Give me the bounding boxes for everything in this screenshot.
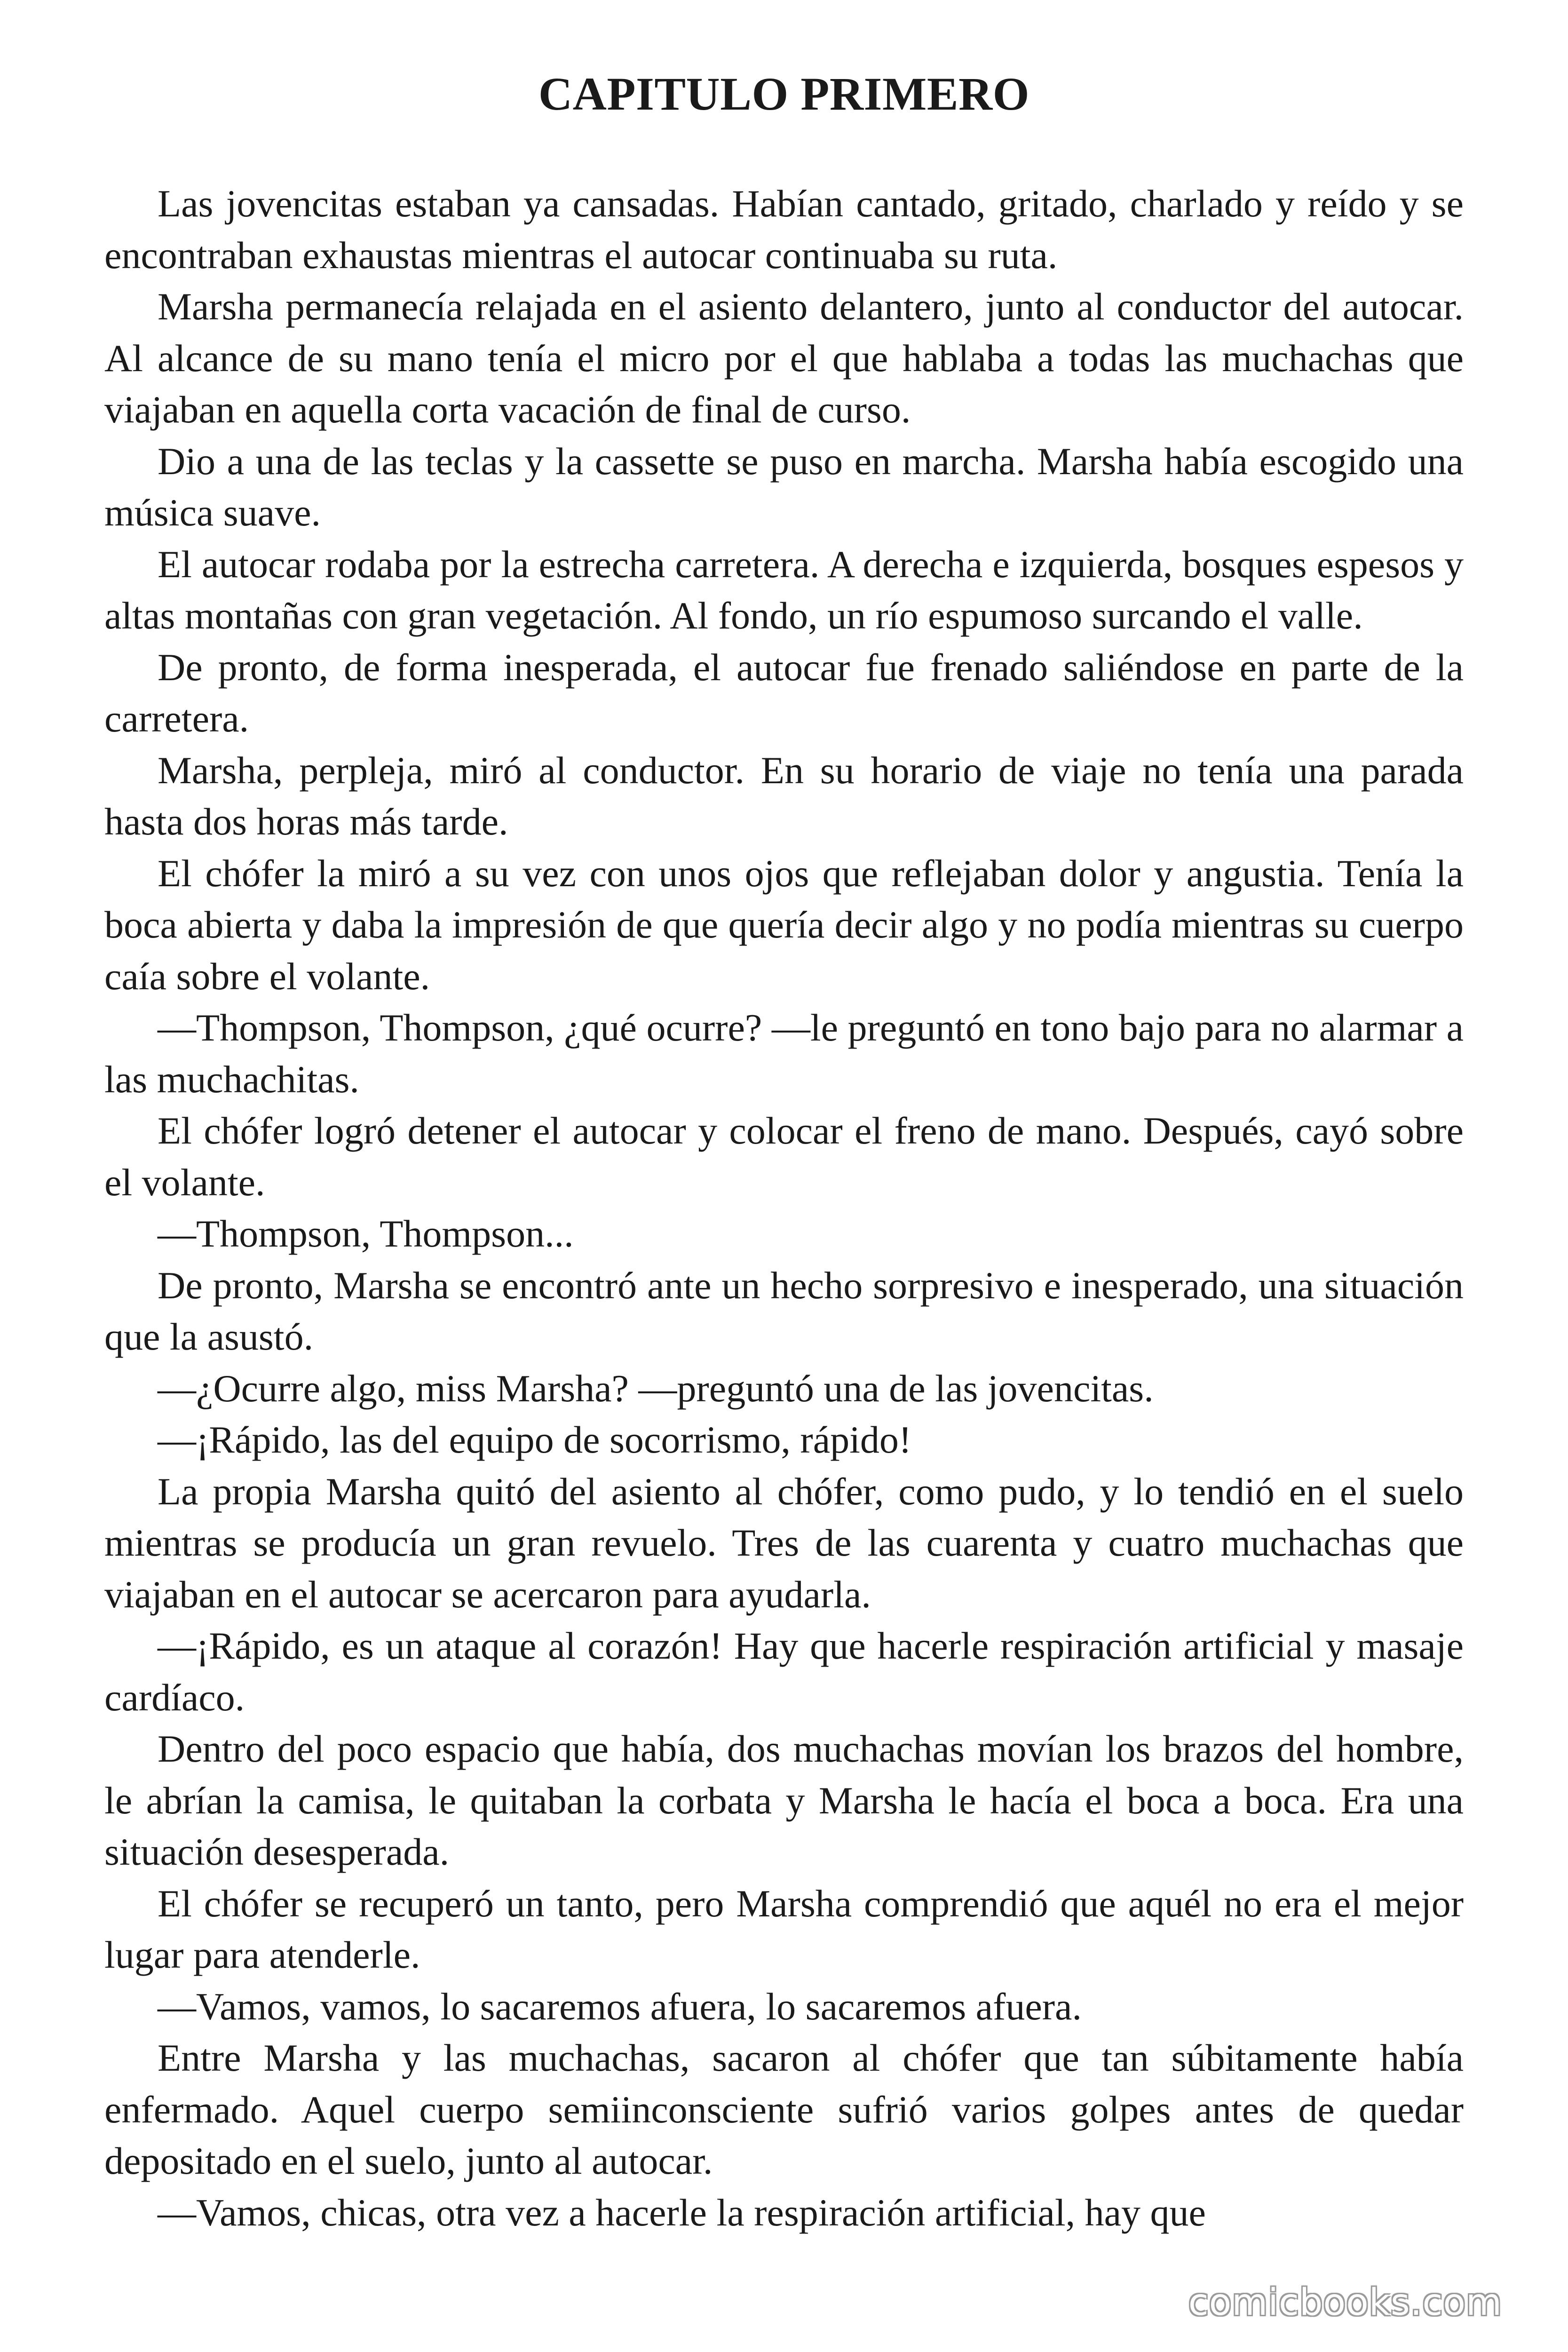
paragraph: De pronto, Marsha se encontró ante un hecho sorpresivo e inesperado, una situación que la asustó. <box>104 1263 1464 1358</box>
paragraph: —¡Rápido, es un ataque al corazón! Hay que hacerle respiración artificial y masaje cardíaco. <box>104 1624 1464 1719</box>
paragraph: Dio a una de las teclas y la cassette se puso en marcha. Marsha había escogido una música suave. <box>104 439 1464 534</box>
paragraph: Marsha, perpleja, miró al conductor. En su horario de viaje no tenía una parada hasta dos horas más tarde. <box>104 748 1464 843</box>
paragraph: —¿Ocurre algo, miss Marsha? —preguntó una de las jovencitas. <box>158 1367 1154 1410</box>
paragraph: Entre Marsha y las muchachas, sacaron al chófer que tan súbitamente había enfermado. Aquel cuerpo semiinconsciente sufrió varios golpes antes de quedar depositado en el suelo, junto al autocar. <box>104 2036 1464 2182</box>
paragraph: Marsha permanecía relajada en el asiento delantero, junto al conductor del autocar. Al alcance de su mano tenía el micro por el que hablaba a todas las muchachas que viajaban en aquella corta vacación de final de curso. <box>104 285 1464 431</box>
paragraph: —Vamos, chicas, otra vez a hacerle la respiración artificial, hay que <box>158 2191 1206 2234</box>
paragraph: El autocar rodaba por la estrecha carretera. A derecha e izquierda, bosques espesos y altas montañas con gran vegetación. Al fondo, un río espumoso surcando el valle. <box>104 542 1464 637</box>
watermark: comicbooks.com <box>1188 2281 1502 2324</box>
paragraph: Dentro del poco espacio que había, dos muchachas movían los brazos del hombre, le abrían la camisa, le quitaban la corbata y Marsha le hacía el boca a boca. Era una situación desesperada. <box>104 1727 1464 1873</box>
paragraph: El chófer se recuperó un tanto, pero Marsha comprendió que aquél no era el mejor lugar para atenderle. <box>104 1882 1464 1976</box>
body-text <box>104 178 1464 2238</box>
paragraph: De pronto, de forma inesperada, el autocar fue frenado saliéndose en parte de la carretera. <box>104 645 1464 740</box>
paragraph: —Thompson, Thompson, ¿qué ocurre? —le preguntó en tono bajo para no alarmar a las muchachitas. <box>104 1006 1464 1101</box>
paragraph: El chófer la miró a su vez con unos ojos que reflejaban dolor y angustia. Tenía la boca abierta y daba la impresión de que quería decir algo y no podía mientras su cuerpo caía sobre el volante. <box>104 851 1464 998</box>
paragraph: —Thompson, Thompson... <box>158 1212 574 1255</box>
paragraph: La propia Marsha quitó del asiento al chófer, como pudo, y lo tendió en el suelo mientras se producía un gran revuelo. Tres de las cuarenta y cuatro muchachas que viajaban en el autocar se acercaron para ayudarla. <box>104 1470 1464 1616</box>
paragraph: —¡Rápido, las del equipo de socorrismo, rápido! <box>158 1418 912 1461</box>
paragraph: —Vamos, vamos, lo sacaremos afuera, lo sacaremos afuera. <box>158 1985 1082 2028</box>
paragraph: Las jovencitas estaban ya cansadas. Habían cantado, gritado, charlado y reído y se encontraban exhaustas mientras el autocar continuaba su ruta. <box>104 182 1464 277</box>
paragraph: El chófer logró detener el autocar y colocar el freno de mano. Después, cayó sobre el volante. <box>104 1109 1464 1204</box>
chapter-title: CAPITULO PRIMERO <box>538 68 1030 120</box>
